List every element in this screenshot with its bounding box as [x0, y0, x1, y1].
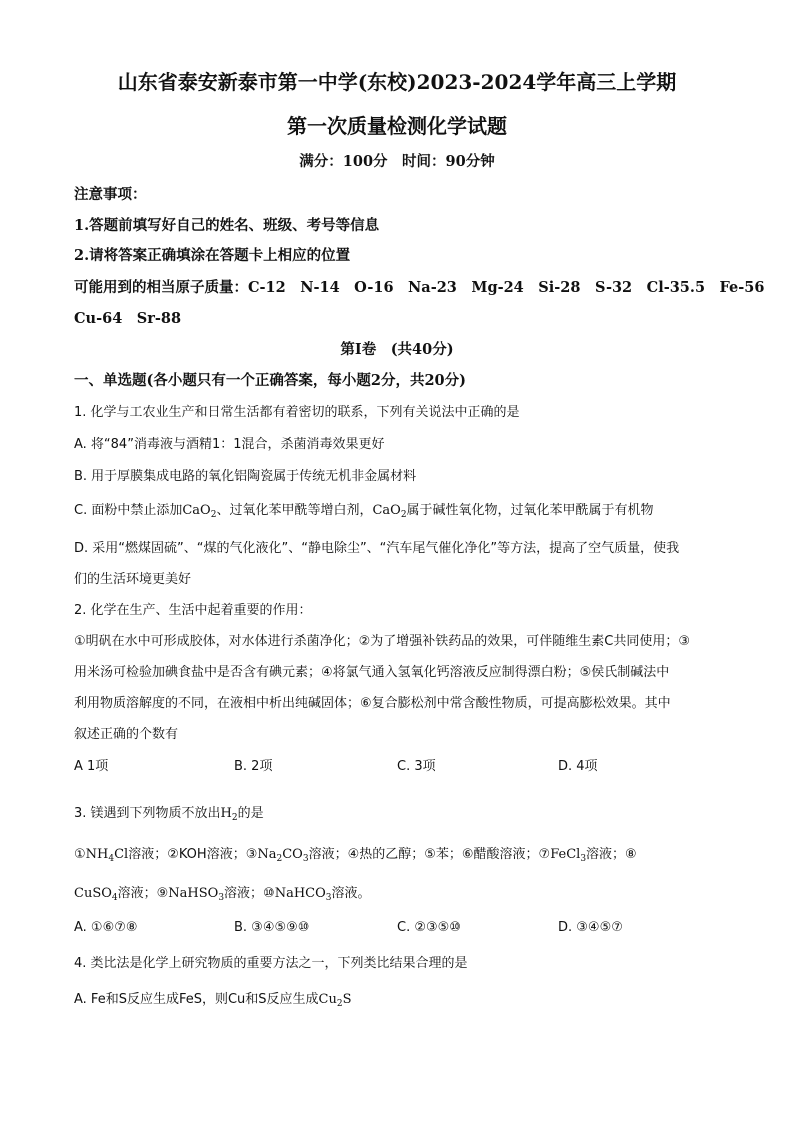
- q3-option-a: A. ①⑥⑦⑧: [74, 920, 138, 935]
- q2-stem: 2. 化学在生产、生活中起着重要的作用：: [74, 603, 312, 618]
- notes-item-2: 2.请将答案正确填涂在答题卡上相应的位置: [74, 247, 351, 264]
- q3-option-c: C. ②③⑤⑩: [397, 920, 461, 935]
- score-time: 满分：100分 时间：90分钟: [299, 153, 495, 170]
- q1-option-d-line1: D. 采用“燃煤固硫”、“煤的气化液化”、“静电除尘”、“汽车尾气催化净化”等方法，提高了空气质量，使我: [74, 541, 680, 556]
- q2-text-line1: ①明矾在水中可形成胶体，对水体进行杀菌净化；②为了增强补铁药品的效果，可伴随维生素C共同使用；③: [74, 634, 691, 649]
- exam-title-line1: 山东省泰安新泰市第一中学(东校)2023-2024学年高三上学期: [117, 70, 677, 94]
- q3-substances-line2: CuSO$_4$溶液；⑨NaHSO$_3$溶液；⑩NaHCO$_3$溶液。: [74, 886, 371, 903]
- q2-option-c: C. 3项: [397, 759, 436, 774]
- q2-option-d: D. 4项: [558, 759, 598, 774]
- q3-option-d: D. ③④⑤⑦: [558, 920, 623, 935]
- q1-option-a: A. 将“84”消毒液与酒精1：1混合，杀菌消毒效果更好: [74, 437, 385, 452]
- notes-heading: 注意事项：: [74, 186, 147, 203]
- q3-stem: 3. 镁遇到下列物质不放出$H_2$的是: [74, 806, 264, 823]
- q2-option-b: B. 2项: [234, 759, 273, 774]
- q1-option-b: B. 用于厚膜集成电路的氧化铝陶瓷属于传统无机非金属材料: [74, 469, 417, 484]
- q3-option-b: B. ③④⑤⑨⑩: [234, 920, 310, 935]
- part-title: 第Ⅰ卷 (共40分): [340, 341, 454, 358]
- atomic-mass-line2: Cu-64 Sr-88: [74, 310, 182, 327]
- q3-substances-line1: $①NH_4Cl$溶液；②KOH溶液；$③Na_2CO_3$溶液；④热的乙醇；⑤苯；⑥醋酸溶液；⑦FeCl$_3$溶液；⑧: [74, 847, 637, 864]
- q4-stem: 4. 类比法是化学上研究物质的重要方法之一，下列类比结果合理的是: [74, 956, 468, 971]
- q2-text-line2: 用米汤可检验加碘食盐中是否含有碘元素；④将氯气通入氢氧化钙溶液反应制得漂白粉；⑤侯氏制碱法中: [74, 665, 670, 680]
- atomic-mass-line1: 可能用到的相当原子质量：C-12 N-14 O-16 Na-23 Mg-24 Si-28 S-32 Cl-35.5 Fe-56: [74, 279, 765, 296]
- q2-text-line4: 叙述正确的个数有: [74, 727, 179, 742]
- q2-option-a: A 1项: [74, 759, 109, 774]
- exam-title-line2: 第一次质量检测化学试题: [287, 114, 507, 138]
- q2-text-line3: 利用物质溶解度的不同，在液相中析出纯碱固体；⑥复合膨松剂中常含酸性物质，可提高膨松效果。其中: [74, 696, 671, 711]
- q1-option-d-line2: 们的生活环境更美好: [74, 572, 192, 587]
- q4-option-a: A. Fe和S反应生成FeS，则Cu和S反应生成$Cu_2S$: [74, 992, 352, 1009]
- q1-stem: 1. 化学与工农业生产和日常生活都有着密切的联系，下列有关说法中正确的是: [74, 405, 520, 420]
- section-heading: 一、单选题(各小题只有一个正确答案，每小题2分，共20分): [74, 372, 466, 389]
- notes-item-1: 1.答题前填写好自己的姓名、班级、考号等信息: [74, 217, 380, 234]
- q1-option-c: C. 面粉中禁止添加CaO$_2$、过氧化苯甲酰等增白剂，CaO$_2$属于碱性氧化物，过氧化苯甲酰属于有机物: [74, 503, 654, 520]
